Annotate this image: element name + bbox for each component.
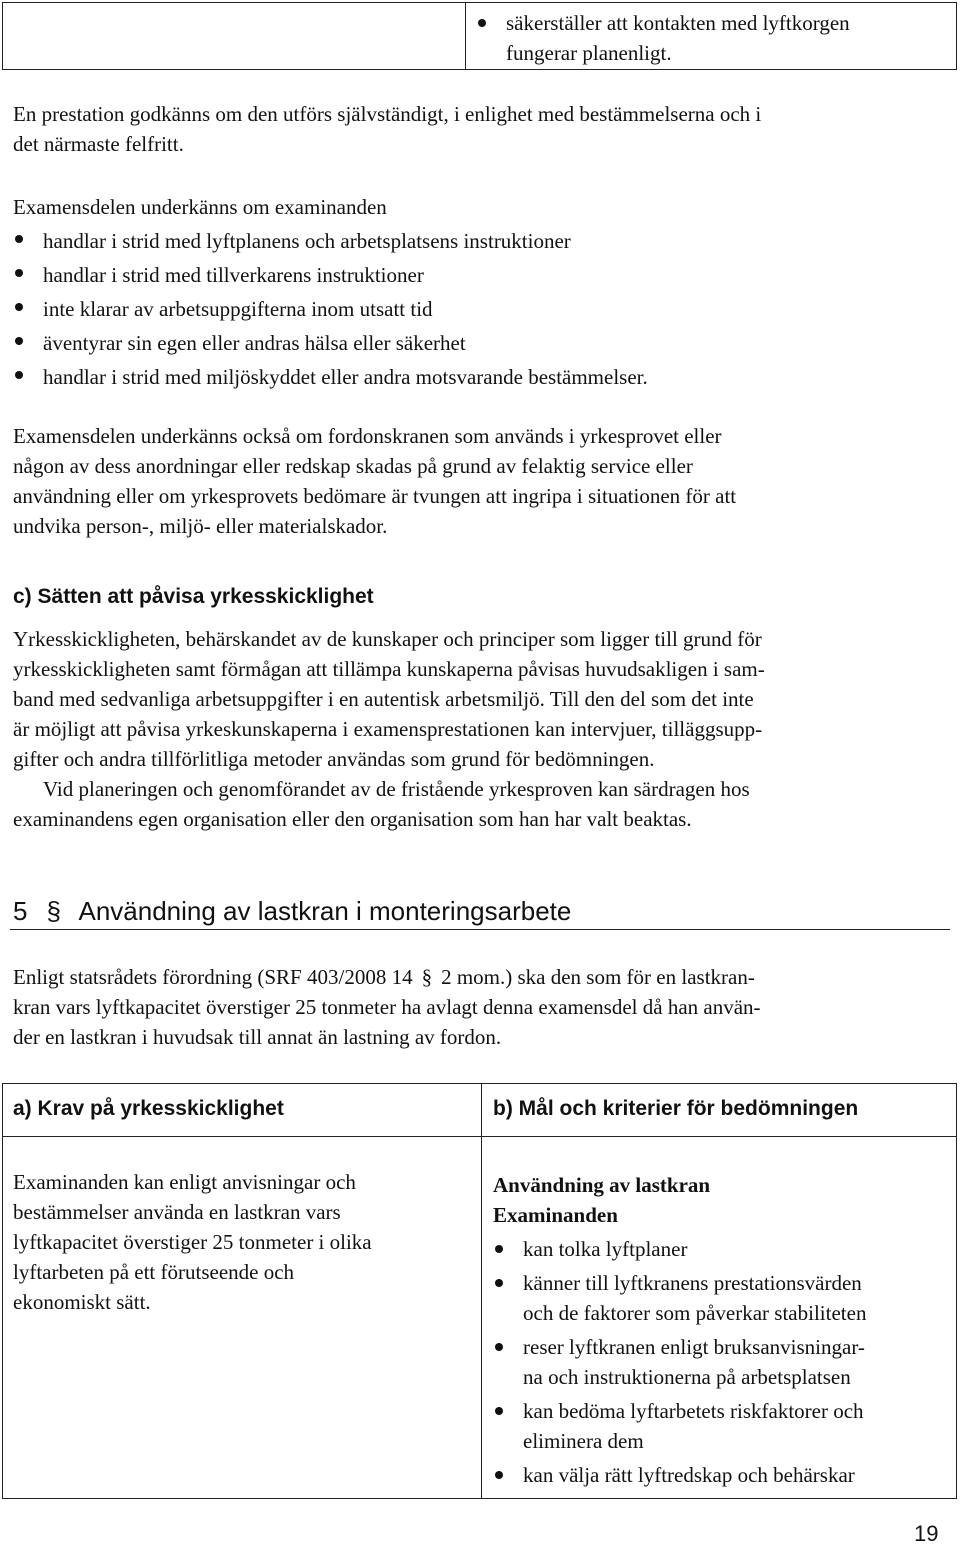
table-border-bottom xyxy=(2,1498,957,1499)
section-c-line: gifter och andra tillförlitliga metoder användas som grund för bedömningen. xyxy=(13,747,655,771)
table-col-b xyxy=(493,1170,953,1490)
table-col-b-item-line: kan bedöma lyftarbetets riskfaktorer och xyxy=(523,1399,864,1423)
fail-item: handlar i strid med lyftplanens och arbetsplatsens instruktioner xyxy=(13,224,953,258)
fail-also-line: Examensdelen underkänns också om fordonskranen som används i yrkesprovet eller xyxy=(13,424,722,448)
table-col-b-item-line: kan välja rätt lyftredskap och behärskar xyxy=(523,1463,855,1487)
table-col-a-line: Examinanden kan enligt anvisningar och xyxy=(13,1170,356,1194)
approval-line: En prestation godkänns om den utförs självständigt, i enlighet med bestämmelserna och i xyxy=(13,102,762,126)
top-table-bullet-line: säkerställer att kontakten med lyftkorgen xyxy=(506,11,850,35)
fail-item: handlar i strid med tillverkarens instruktioner xyxy=(13,258,953,292)
section-c-heading: c) Sätten att påvisa yrkesskicklighet xyxy=(13,585,374,608)
table-col-a-line: lyftkapacitet överstiger 25 tonmeter i olika xyxy=(13,1230,372,1254)
table-col-b-item-line: och de faktorer som påverkar stabiliteten xyxy=(523,1301,867,1325)
section-sign-icon: § xyxy=(421,965,433,989)
top-table-border-bottom xyxy=(2,69,957,70)
chapter-title: Användning av lastkran i monteringsarbete xyxy=(78,896,572,926)
table-col-b-item-line: na och instruktionerna på arbetsplatsen xyxy=(523,1365,851,1389)
top-table-border-left xyxy=(2,2,3,70)
fail-also-line: någon av dess anordningar eller redskap skadas på grund av felaktig service eller xyxy=(13,454,693,478)
table-col-b-item xyxy=(493,1396,953,1456)
section-c-paragraph xyxy=(13,624,953,834)
chapter-underline xyxy=(10,929,950,930)
table-col-b-item-line: kan tolka lyftplaner xyxy=(523,1237,688,1261)
table-col-b-item xyxy=(493,1268,953,1328)
approval-paragraph xyxy=(13,99,953,159)
fail-also-line: undvika person-, miljö- eller materialskador. xyxy=(13,514,388,538)
section-sign-icon: § xyxy=(46,896,61,926)
chapter-line-part: 2 mom.) ska den som för en lastkran- xyxy=(441,965,755,989)
table-col-b-item-line: känner till lyftkranens prestationsvärden xyxy=(523,1271,862,1295)
chapter-paragraph xyxy=(13,962,953,1052)
chapter-line xyxy=(13,962,953,992)
table-col-b-item-line: eliminera dem xyxy=(523,1429,644,1453)
fail-item: inte klarar av arbetsuppgifterna inom utsatt tid xyxy=(13,292,953,326)
table-col-b-item xyxy=(493,1234,953,1264)
table-border-mid xyxy=(481,1083,482,1499)
fail-section xyxy=(13,190,953,394)
table-col-a-line: ekonomiskt sätt. xyxy=(13,1290,151,1314)
section-c-para2-line: Vid planeringen och genomförandet av de fristående yrkesproven kan särdragen hos xyxy=(43,777,750,801)
table-col-a-line: lyftarbeten på ett förutseende och xyxy=(13,1260,295,1284)
table-col-b-item-line: reser lyftkranen enligt bruksanvisningar- xyxy=(523,1335,865,1359)
page-number: 19 xyxy=(914,1521,939,1546)
table-col-b-title: Användning av lastkran xyxy=(493,1173,711,1197)
table-col-b-item xyxy=(493,1460,953,1490)
chapter-line: der en lastkran i huvudsak till annat än lastning av fordon. xyxy=(13,1025,502,1049)
chapter-number: 5 xyxy=(13,896,28,926)
approval-line: det närmaste felfritt. xyxy=(13,132,184,156)
table-col-a-line: bestämmelser använda en lastkran vars xyxy=(13,1200,341,1224)
fail-item: äventyrar sin egen eller andras hälsa eller säkerhet xyxy=(13,326,953,360)
table-border-header xyxy=(2,1136,957,1137)
top-table-border-top xyxy=(2,2,957,3)
table-header-a: a) Krav på yrkesskicklighet xyxy=(13,1097,284,1120)
table-col-b-subtitle: Examinanden xyxy=(493,1203,618,1227)
section-c-line: Yrkesskickligheten, behärskandet av de kunskaper och principer som ligger till grund för xyxy=(13,627,762,651)
section-c-line: band med sedvanliga arbetsuppgifter i en autentisk arbetsmiljö. Till den del som det inte xyxy=(13,687,754,711)
table-border-right xyxy=(956,1083,957,1499)
section-c-line: är möjligt att påvisa yrkeskunskaperna i examensprestationen kan intervjuer, tilläggsupp- xyxy=(13,717,763,741)
top-table-border-mid xyxy=(465,2,466,70)
top-table-bullet xyxy=(476,8,960,68)
table-border-top xyxy=(2,1083,957,1084)
section-c-para2-line: examinandens egen organisation eller den organisation som han har valt beaktas. xyxy=(13,807,692,831)
fail-also-line: användning eller om yrkesprovets bedömare är tvungen att ingripa i situationen för att xyxy=(13,484,737,508)
table-col-b-item xyxy=(493,1332,953,1392)
section-c-line: yrkesskickligheten samt förmågan att tillämpa kunskaperna påvisas huvudsakligen i sam- xyxy=(13,657,765,681)
fail-intro: Examensdelen underkänns om examinanden xyxy=(13,195,387,219)
fail-item: handlar i strid med miljöskyddet eller andra motsvarande bestämmelser. xyxy=(13,360,953,394)
table-col-a xyxy=(13,1167,473,1317)
chapter-heading xyxy=(13,896,571,927)
chapter-line-part: Enligt statsrådets förordning (SRF 403/2008 14 xyxy=(13,965,413,989)
top-table-bullet-line: fungerar planenligt. xyxy=(506,41,672,65)
table-border-left xyxy=(2,1083,3,1499)
table-header-b: b) Mål och kriterier för bedömningen xyxy=(493,1097,859,1120)
chapter-line: kran vars lyftkapacitet överstiger 25 tonmeter ha avlagt denna examensdel då han använ- xyxy=(13,995,761,1019)
fail-also-paragraph xyxy=(13,421,953,541)
